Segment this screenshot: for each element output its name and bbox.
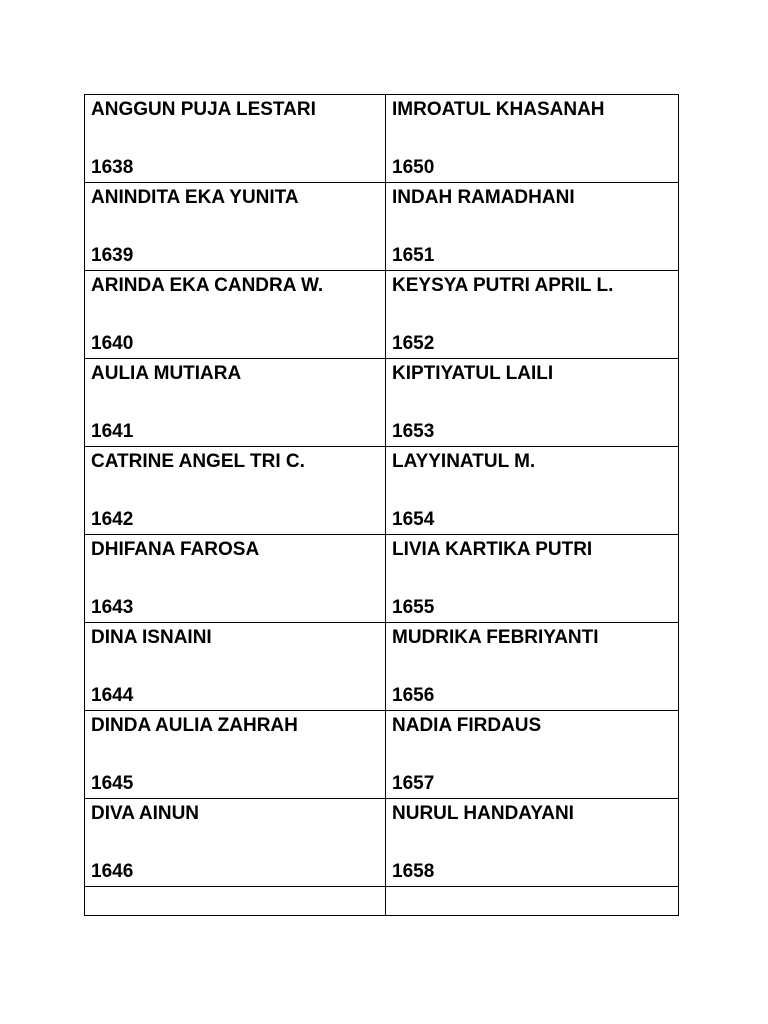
table-row bbox=[85, 183, 679, 271]
table-cell bbox=[85, 535, 386, 623]
student-name: DINDA AULIA ZAHRAH bbox=[91, 715, 298, 736]
table-cell bbox=[386, 535, 679, 623]
student-number: 1658 bbox=[392, 861, 435, 882]
table-row bbox=[85, 623, 679, 711]
empty-table-row bbox=[85, 887, 679, 916]
table-cell bbox=[85, 623, 386, 711]
student-name: IMROATUL KHASANAH bbox=[392, 99, 605, 120]
student-number: 1653 bbox=[392, 421, 435, 442]
student-number: 1654 bbox=[392, 509, 435, 530]
student-name: NURUL HANDAYANI bbox=[392, 803, 574, 824]
student-name: LIVIA KARTIKA PUTRI bbox=[392, 539, 593, 560]
table-cell bbox=[386, 183, 679, 271]
student-name: KEYSYA PUTRI APRIL L. bbox=[392, 275, 614, 296]
student-name: ARINDA EKA CANDRA W. bbox=[91, 275, 324, 296]
student-number: 1657 bbox=[392, 773, 435, 794]
student-name: LAYYINATUL M. bbox=[392, 451, 536, 472]
student-name: AULIA MUTIARA bbox=[91, 363, 242, 384]
student-name: DHIFANA FAROSA bbox=[91, 539, 260, 560]
table-row bbox=[85, 447, 679, 535]
empty-table-cell bbox=[85, 887, 386, 916]
table-row bbox=[85, 271, 679, 359]
student-name: MUDRIKA FEBRIYANTI bbox=[392, 627, 599, 648]
table-cell bbox=[386, 447, 679, 535]
table-cell bbox=[85, 799, 386, 887]
table-cell bbox=[85, 711, 386, 799]
student-name: KIPTIYATUL LAILI bbox=[392, 363, 554, 384]
table-row bbox=[85, 359, 679, 447]
student-number: 1642 bbox=[91, 509, 134, 530]
student-name: DIVA AINUN bbox=[91, 803, 200, 824]
student-number: 1656 bbox=[392, 685, 435, 706]
student-number: 1644 bbox=[91, 685, 134, 706]
table-cell bbox=[85, 447, 386, 535]
table-cell bbox=[386, 623, 679, 711]
table-cell bbox=[386, 359, 679, 447]
table-row bbox=[85, 535, 679, 623]
student-name: ANGGUN PUJA LESTARI bbox=[91, 99, 316, 120]
table-row bbox=[85, 711, 679, 799]
student-number: 1638 bbox=[91, 157, 134, 178]
empty-table-cell bbox=[386, 887, 679, 916]
student-name: INDAH RAMADHANI bbox=[392, 187, 575, 208]
student-number: 1641 bbox=[91, 421, 134, 442]
student-name: NADIA FIRDAUS bbox=[392, 715, 542, 736]
student-name: DINA ISNAINI bbox=[91, 627, 212, 648]
table-cell bbox=[386, 271, 679, 359]
student-roster-table bbox=[84, 94, 679, 916]
table-row bbox=[85, 799, 679, 887]
student-number: 1646 bbox=[91, 861, 134, 882]
student-name: CATRINE ANGEL TRI C. bbox=[91, 451, 305, 472]
student-number: 1650 bbox=[392, 157, 435, 178]
student-number: 1651 bbox=[392, 245, 435, 266]
table-cell bbox=[386, 711, 679, 799]
table-cell bbox=[85, 183, 386, 271]
student-name: ANINDITA EKA YUNITA bbox=[91, 187, 299, 208]
table-cell bbox=[85, 271, 386, 359]
table-cell bbox=[85, 359, 386, 447]
table-cell bbox=[85, 95, 386, 183]
table-row bbox=[85, 95, 679, 183]
student-number: 1645 bbox=[91, 773, 134, 794]
table-cell bbox=[386, 799, 679, 887]
student-number: 1655 bbox=[392, 597, 435, 618]
student-number: 1643 bbox=[91, 597, 134, 618]
student-number: 1639 bbox=[91, 245, 134, 266]
student-number: 1640 bbox=[91, 333, 134, 354]
table-cell bbox=[386, 95, 679, 183]
student-number: 1652 bbox=[392, 333, 435, 354]
